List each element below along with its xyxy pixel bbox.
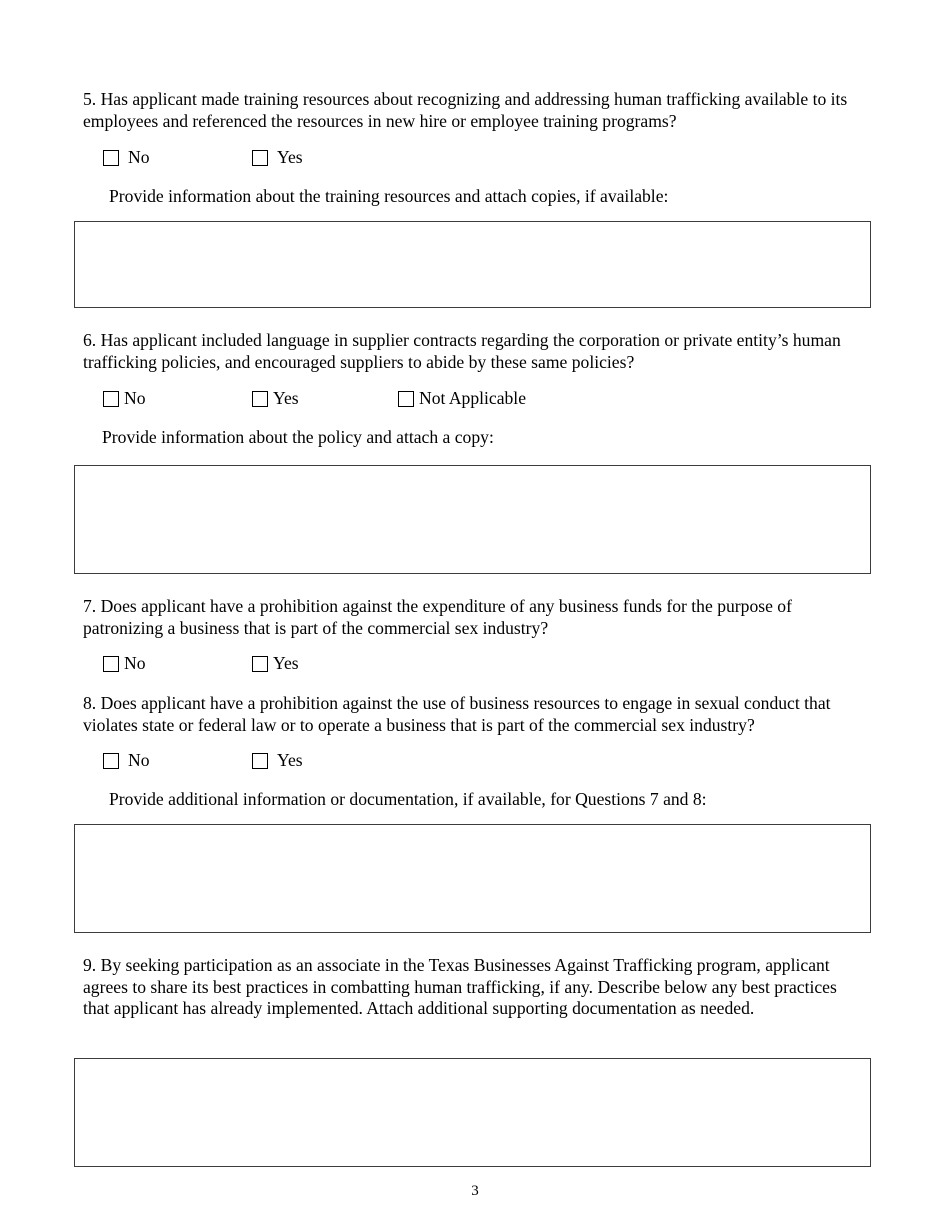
q8-answer-box[interactable] bbox=[74, 824, 871, 933]
q7-no-checkbox[interactable] bbox=[103, 656, 119, 672]
question-8-text: 8. Does applicant have a prohibition against the use of business resources to engage in sexual conduct that violates state or federal law or to operate a business that is part of the commercial sex industry? bbox=[83, 693, 831, 735]
q8-no-checkbox[interactable] bbox=[103, 753, 119, 769]
q8-yes-checkbox[interactable] bbox=[252, 753, 268, 769]
q5-yes-option[interactable] bbox=[252, 147, 303, 168]
q6-no-option[interactable] bbox=[103, 388, 146, 409]
q8-no-label: No bbox=[128, 750, 150, 770]
q8-yes-option[interactable] bbox=[252, 750, 303, 771]
q6-not-applicable-option[interactable] bbox=[398, 388, 526, 409]
q7-no-option[interactable] bbox=[103, 653, 146, 674]
q7-yes-label: Yes bbox=[273, 653, 299, 673]
q5-prompt: Provide information about the training resources and attach copies, if available: bbox=[109, 186, 669, 206]
q5-no-option[interactable] bbox=[103, 147, 150, 168]
q9-answer-box[interactable] bbox=[74, 1058, 871, 1167]
question-9-text: 9. By seeking participation as an associate in the Texas Businesses Against Trafficking program, applicant agrees to share its best practices in combatting human trafficking, if any. Describe below any best practices that applicant has already implemented. Attach additional supporting documentation as needed. bbox=[83, 955, 837, 1018]
q7-yes-option[interactable] bbox=[252, 653, 299, 674]
q6-not-applicable-label: Not Applicable bbox=[419, 388, 527, 408]
q6-not-applicable-checkbox[interactable] bbox=[398, 391, 414, 407]
q6-no-label: No bbox=[124, 388, 146, 408]
q8-prompt: Provide additional information or documentation, if available, for Questions 7 and 8: bbox=[109, 789, 707, 809]
q6-no-checkbox[interactable] bbox=[103, 391, 119, 407]
q6-answer-box[interactable] bbox=[74, 465, 871, 574]
question-6-text: 6. Has applicant included language in supplier contracts regarding the corporation or private entity’s human trafficking policies, and encouraged suppliers to abide by these same policies? bbox=[83, 330, 841, 372]
q6-yes-label: Yes bbox=[273, 388, 299, 408]
q8-no-option[interactable] bbox=[103, 750, 150, 771]
q6-yes-option[interactable] bbox=[252, 388, 299, 409]
page-number: 3 bbox=[471, 1183, 479, 1199]
question-5-text: 5. Has applicant made training resources about recognizing and addressing human trafficking available to its employees and referenced the resources in new hire or employee training programs? bbox=[83, 89, 848, 131]
q7-no-label: No bbox=[124, 653, 146, 673]
q6-yes-checkbox[interactable] bbox=[252, 391, 268, 407]
q5-yes-label: Yes bbox=[277, 147, 303, 167]
q8-yes-label: Yes bbox=[277, 750, 303, 770]
q7-yes-checkbox[interactable] bbox=[252, 656, 268, 672]
q5-yes-checkbox[interactable] bbox=[252, 150, 268, 166]
q5-no-checkbox[interactable] bbox=[103, 150, 119, 166]
question-7-text: 7. Does applicant have a prohibition against the expenditure of any business funds for the purpose of patronizing a business that is part of the commercial sex industry? bbox=[83, 596, 792, 638]
q5-answer-box[interactable] bbox=[74, 221, 871, 308]
q5-no-label: No bbox=[128, 147, 150, 167]
q6-prompt: Provide information about the policy and attach a copy: bbox=[102, 427, 494, 447]
